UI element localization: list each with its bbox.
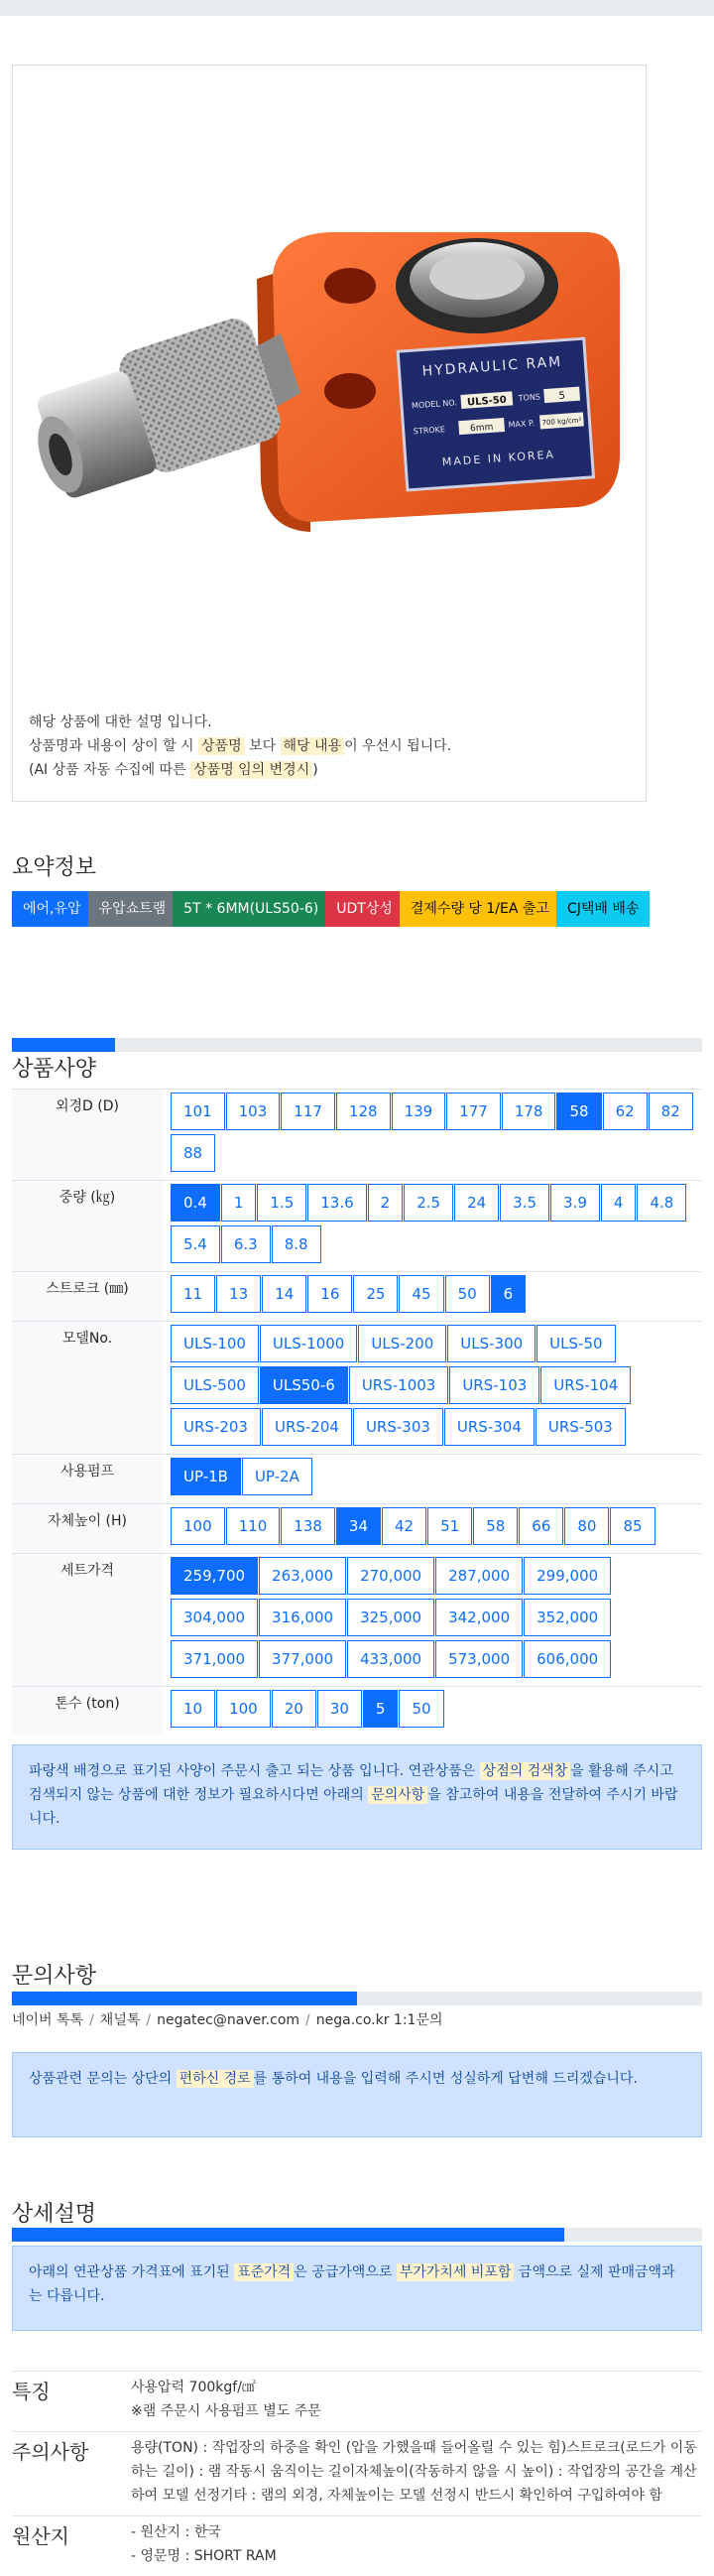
spec-option-button[interactable]: URS-204	[262, 1408, 352, 1446]
spec-option-button[interactable]: 1.5	[257, 1184, 306, 1222]
top-bar	[0, 0, 714, 16]
spec-row	[12, 1687, 702, 1737]
spec-option-button[interactable]: 299,000	[524, 1557, 611, 1595]
spec-option-button[interactable]: URS-304	[444, 1408, 535, 1446]
spec-option-button[interactable]: ULS-100	[171, 1325, 259, 1362]
spec-option-button[interactable]: 6.3	[221, 1225, 271, 1263]
separator: /	[89, 2012, 94, 2028]
spec-option-button[interactable]: 2.5	[404, 1184, 453, 1222]
spec-row	[12, 1322, 702, 1455]
notice-line	[29, 734, 451, 758]
notice-text: 이 우선시 됩니다.	[344, 738, 451, 754]
spec-option-button[interactable]: 103	[226, 1093, 281, 1130]
spec-option-button[interactable]: 51	[427, 1507, 472, 1545]
spec-option-button[interactable]: ULS-200	[358, 1325, 446, 1362]
notice-text: (AI 상품 자동 수집에 따른	[29, 762, 190, 778]
contact-channels	[12, 2009, 443, 2029]
spec-option-button[interactable]: 101	[171, 1093, 225, 1130]
contact-link[interactable]: negatec@naver.com	[157, 2012, 299, 2028]
spec-option-button[interactable]: ULS-500	[171, 1366, 259, 1404]
spec-option-button[interactable]: 20	[272, 1690, 316, 1728]
spec-option-button[interactable]: 66	[519, 1507, 563, 1545]
info-text: 을 활용해 주시고 검색되지 않는 상품에 대한 정보가 필요하시다면 아래의	[29, 1763, 673, 1803]
notice-line: 해당 상품에 대한 설명 입니다.	[29, 710, 451, 734]
detail-label: 주의사항	[12, 2432, 131, 2516]
spec-option-button[interactable]: 24	[454, 1184, 499, 1222]
spec-option-button[interactable]: 2	[368, 1184, 404, 1222]
plate-maxp-label: MAX P.	[508, 419, 535, 430]
spec-option-button[interactable]: 287,000	[435, 1557, 523, 1595]
spec-option-button[interactable]: 82	[649, 1093, 693, 1130]
spec-option-button[interactable]: 3.9	[550, 1184, 600, 1222]
detail-label: 원산지	[12, 2516, 131, 2576]
spec-options	[163, 1504, 702, 1554]
spec-option-button[interactable]: 110	[226, 1507, 281, 1545]
spec-option-button[interactable]: 100	[216, 1690, 271, 1728]
notice-text: )	[312, 762, 317, 778]
spec-option-button[interactable]: 10	[171, 1690, 215, 1728]
info-text: 은 공급가액으로	[294, 2264, 397, 2280]
summary-badge: 5T * 6MM(ULS50-6)	[173, 891, 329, 927]
spec-option-button[interactable]: 3.5	[500, 1184, 549, 1222]
info-highlight: 상점의 검색창	[480, 1762, 571, 1780]
spec-row	[12, 1504, 702, 1554]
plate-stroke-label: STROKE	[414, 425, 446, 436]
spec-option-button[interactable]: 100	[171, 1507, 225, 1545]
spec-option-button[interactable]: 16	[307, 1275, 352, 1313]
specs-title: 상품사양	[12, 1052, 96, 1083]
spec-option-button[interactable]: 50	[445, 1275, 490, 1313]
spec-option-button[interactable]: 13	[216, 1275, 261, 1313]
summary-badge: CJ택배 배송	[556, 891, 650, 927]
spec-options	[163, 1554, 702, 1687]
notice-text: 상품명과 내용이 상이 할 시	[29, 738, 198, 754]
separator: /	[146, 2012, 151, 2028]
spec-option-button[interactable]: 6	[491, 1275, 527, 1313]
spec-label: 자체높이 (H)	[12, 1504, 163, 1554]
plate-model-label: MODEL NO.	[412, 398, 457, 410]
spec-option-button[interactable]: UP-2A	[242, 1458, 312, 1495]
spec-option-button[interactable]: 304,000	[171, 1599, 258, 1636]
detail-line: ※램 주문시 사용펌프 별도 주문	[131, 2399, 702, 2423]
spec-option-button[interactable]: 606,000	[524, 1640, 611, 1678]
contact-link[interactable]: nega.co.kr 1:1문의	[316, 2012, 443, 2028]
spec-option-button[interactable]: ULS-300	[447, 1325, 536, 1362]
spec-option-button[interactable]: 128	[336, 1093, 391, 1130]
spec-option-button[interactable]: 88	[171, 1134, 215, 1172]
spec-option-button[interactable]: 342,000	[435, 1599, 523, 1636]
spec-option-button[interactable]: 62	[603, 1093, 648, 1130]
spec-row	[12, 1455, 702, 1504]
spec-option-button[interactable]: 316,000	[259, 1599, 346, 1636]
spec-option-button[interactable]: 139	[392, 1093, 446, 1130]
specs-info-box	[12, 1744, 702, 1850]
detail-row	[12, 2432, 702, 2516]
detail-table	[12, 2371, 702, 2576]
info-text: 상품관련 문의는 상단의	[29, 2071, 177, 2087]
spec-options	[163, 1687, 702, 1737]
separator: /	[305, 2012, 310, 2028]
detail-line: 사용압력 700kgf/㎠	[131, 2376, 702, 2399]
inquiry-title: 문의사항	[12, 1959, 96, 1990]
info-text: 를 통하여 내용을 입력해 주시면 성실하게 답변해 드리겠습니다.	[254, 2071, 638, 2087]
info-text: 파랑색 배경으로 표기된 사양이 주문시 출고 되는 상품 입니다. 연관상품은	[29, 1763, 480, 1779]
spec-row	[12, 1090, 702, 1181]
spec-label: 톤수 (ton)	[12, 1687, 163, 1737]
spec-label: 중량 (㎏)	[12, 1181, 163, 1272]
spec-option-button[interactable]: 30	[317, 1690, 362, 1728]
info-highlight: 표준가격	[234, 2263, 294, 2281]
spec-option-button[interactable]: 85	[610, 1507, 654, 1545]
spec-option-button[interactable]: 25	[353, 1275, 398, 1313]
product-notice	[29, 710, 451, 782]
spec-option-button[interactable]: 263,000	[259, 1557, 346, 1595]
spec-option-button[interactable]: ULS-1000	[260, 1325, 357, 1362]
detail-label: 특징	[12, 2372, 131, 2432]
summary-badge: 에어,유압	[12, 891, 92, 927]
spec-option-button[interactable]: 573,000	[435, 1640, 523, 1678]
detail-value	[131, 2432, 702, 2516]
info-highlight: 편하신 경로	[177, 2070, 254, 2088]
spec-option-button[interactable]: 270,000	[347, 1557, 434, 1595]
spec-options	[163, 1455, 702, 1504]
spec-option-button[interactable]: 178	[502, 1093, 556, 1130]
spec-option-button[interactable]: 14	[262, 1275, 306, 1313]
spec-label: 모델No.	[12, 1322, 163, 1455]
spec-option-button[interactable]: 5	[363, 1690, 399, 1728]
inquiry-progress	[12, 1992, 702, 2005]
detail-value	[131, 2372, 702, 2432]
plate-tons-label: TONS	[517, 392, 540, 403]
info-highlight: 부가가치세 비포함	[397, 2263, 515, 2281]
spec-option-button[interactable]: 50	[399, 1690, 443, 1728]
plate-title: HYDRAULIC RAM	[421, 354, 563, 380]
spec-option-button[interactable]: URS-104	[540, 1366, 631, 1404]
spec-options	[163, 1181, 702, 1272]
spec-label: 외경D (D)	[12, 1090, 163, 1181]
spec-option-button[interactable]: ULS-50	[536, 1325, 615, 1362]
spec-option-button[interactable]: 58	[473, 1507, 518, 1545]
info-highlight: 문의사항	[368, 1786, 427, 1804]
plate-stroke-value: 6mm	[470, 423, 494, 435]
spec-option-button[interactable]: 433,000	[347, 1640, 434, 1678]
spec-option-button[interactable]: 377,000	[259, 1640, 346, 1678]
spec-label: 스트로크 (㎜)	[12, 1272, 163, 1322]
inquiry-progress-fill	[12, 1992, 357, 2005]
summary-title: 요약정보	[12, 850, 96, 881]
notice-highlight: 상품명	[198, 737, 245, 755]
detail-value	[131, 2516, 702, 2576]
info-text: 금액으로 실제 판매금액과는 다릅니다.	[29, 2264, 675, 2304]
spec-option-button[interactable]: 259,700	[171, 1557, 258, 1595]
spec-option-button[interactable]: 42	[382, 1507, 426, 1545]
summary-badge: 결제수량 당 1/EA 출고	[400, 891, 560, 927]
spec-options	[163, 1272, 702, 1322]
details-info-box	[12, 2246, 702, 2331]
summary-badges	[12, 891, 666, 927]
details-progress	[12, 2228, 702, 2242]
summary-badge: UDT상성	[325, 891, 404, 927]
spec-label: 사용펌프	[12, 1455, 163, 1504]
spec-option-button[interactable]: 177	[446, 1093, 501, 1130]
notice-text: 보다	[245, 738, 281, 754]
plate-tons-value: 5	[558, 391, 565, 402]
spec-option-button[interactable]: URS-1003	[349, 1366, 449, 1404]
spec-label: 세트가격	[12, 1554, 163, 1687]
spec-option-button[interactable]: URS-203	[171, 1408, 261, 1446]
spec-option-button[interactable]: 34	[336, 1507, 381, 1545]
spec-option-button[interactable]: 117	[281, 1093, 335, 1130]
specs-progress-fill	[12, 1038, 115, 1052]
spec-option-button[interactable]: URS-503	[536, 1408, 626, 1446]
detail-row	[12, 2516, 702, 2576]
spec-option-button[interactable]: 80	[564, 1507, 609, 1545]
detail-line: - 영문명 : SHORT RAM	[131, 2544, 702, 2568]
spec-option-button[interactable]: 352,000	[524, 1599, 611, 1636]
spec-option-button[interactable]: 325,000	[347, 1599, 434, 1636]
details-progress-fill	[12, 2228, 564, 2242]
spec-options	[163, 1090, 702, 1181]
spec-option-button[interactable]: 4	[601, 1184, 637, 1222]
specs-progress	[12, 1038, 702, 1052]
spec-option-button[interactable]: 4.8	[637, 1184, 686, 1222]
spec-row	[12, 1181, 702, 1272]
spec-option-button[interactable]: 8.8	[272, 1225, 321, 1263]
contact-link[interactable]: 채널톡	[100, 2012, 141, 2028]
spec-option-button[interactable]: 138	[281, 1507, 335, 1545]
spec-option-button[interactable]: 5.4	[171, 1225, 220, 1263]
info-text: 아래의 연관상품 가격표에 표기된	[29, 2264, 234, 2280]
notice-line	[29, 758, 451, 782]
spec-option-button[interactable]: 1	[221, 1184, 257, 1222]
spec-option-button[interactable]: URS-303	[353, 1408, 443, 1446]
spec-option-button[interactable]: 0.4	[171, 1184, 220, 1222]
plate-maxp-value: 700 kg/cm²	[541, 417, 582, 428]
detail-row	[12, 2372, 702, 2432]
plate-made-in: MADE IN KOREA	[441, 448, 555, 468]
notice-highlight: 상품명 임의 변경시	[190, 761, 312, 779]
spec-option-button[interactable]: 371,000	[171, 1640, 258, 1678]
summary-badge: 유압쇼트램	[88, 891, 178, 927]
spec-row	[12, 1554, 702, 1687]
spec-options	[163, 1322, 702, 1455]
spec-option-button[interactable]: ULS50-6	[260, 1366, 348, 1404]
mount-hole-icon	[324, 268, 376, 304]
plate-model-value: ULS-50	[467, 395, 507, 409]
product-image	[13, 65, 648, 701]
spec-option-button[interactable]: 13.6	[307, 1184, 366, 1222]
contact-link[interactable]: 네이버 톡톡	[12, 2012, 83, 2028]
detail-line: - 원산지 : 한국	[131, 2520, 702, 2544]
product-image-frame	[12, 64, 647, 802]
spec-row	[12, 1272, 702, 1322]
inquiry-info-box	[12, 2052, 702, 2137]
spec-option-button[interactable]: 11	[171, 1275, 215, 1313]
detail-line: 용량(TON) : 작업장의 하중을 확인 (압을 가했을때 들어올릴 수 있는 힘)스트로크(로드가 이동하는 길이) : 램 작동시 움직이는 길이자체높이(작동하지 않을 시 높이) : 작업장의 공간을 계산하여 모델 선정기타 : 램의 외경, 자체높이는 모델 선정시 반드시 확인하여 구입하여야 함	[131, 2436, 702, 2508]
info-text: 을 참고하여 내용을 전달하여 주시기 바랍니다.	[29, 1787, 677, 1827]
details-title: 상세설명	[12, 2197, 96, 2228]
spec-option-button[interactable]: UP-1B	[171, 1458, 241, 1495]
notice-highlight: 해당 내용	[281, 737, 345, 755]
spec-option-button[interactable]: 45	[399, 1275, 443, 1313]
spec-option-button[interactable]: URS-103	[449, 1366, 539, 1404]
spec-option-button[interactable]: 58	[556, 1093, 601, 1130]
spec-table	[12, 1089, 702, 1736]
mount-hole-icon	[324, 373, 376, 409]
